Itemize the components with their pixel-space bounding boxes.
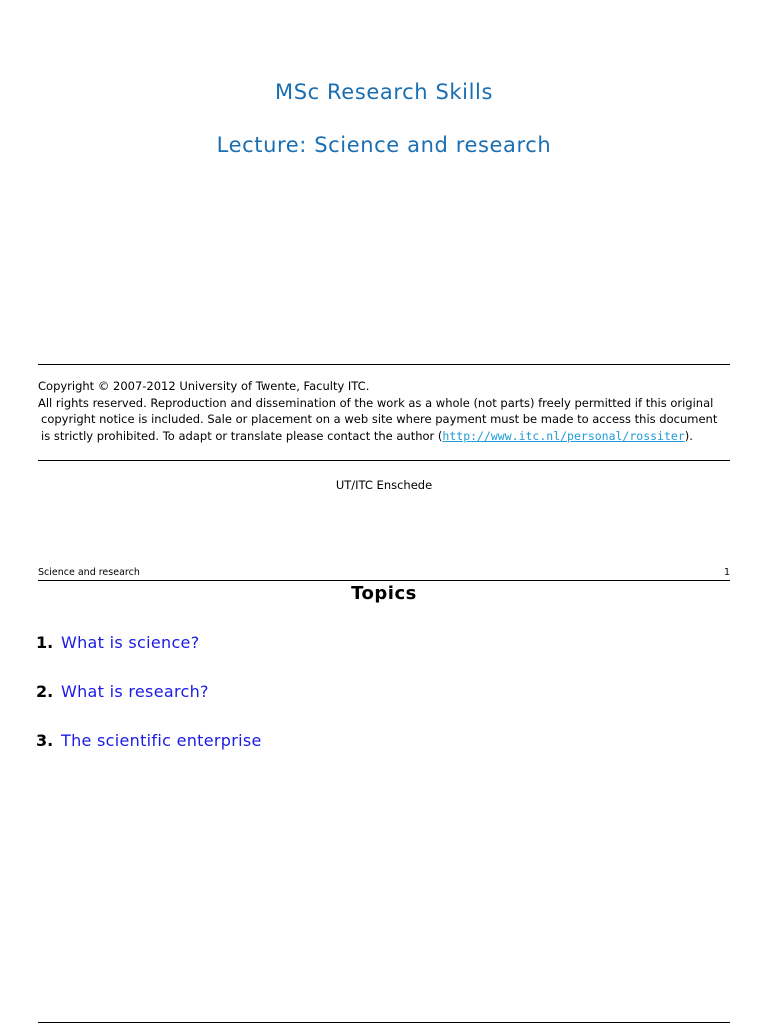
topic-number: 1.: [36, 633, 54, 652]
author-url-link[interactable]: http://www.itc.nl/personal/rossiter: [442, 428, 685, 443]
slide-running-header: [38, 567, 730, 578]
slide-title: Topics: [351, 583, 417, 604]
institution: UT/ITC Enschede: [335, 478, 433, 492]
topic-link-what-is-science[interactable]: What is science?: [61, 633, 200, 652]
top-divider: [38, 364, 730, 365]
copyright-notice: [38, 378, 730, 444]
slide-header-rule: [38, 580, 730, 581]
course-title: MSc Research Skills: [274, 80, 493, 104]
copyright-line: Copyright © 2007-2012 University of Twente, Faculty ITC.: [38, 379, 370, 393]
page-number: 1: [723, 567, 730, 578]
topic-number: 2.: [36, 682, 54, 701]
page-bottom-rule: [38, 1022, 730, 1023]
lecture-title: Lecture: Science and research: [216, 133, 552, 157]
topic-item: [36, 633, 262, 682]
topic-link-scientific-enterprise[interactable]: The scientific enterprise: [61, 731, 262, 750]
contact-suffix: ).: [684, 428, 693, 443]
running-header-title: Science and research: [38, 567, 140, 578]
topic-item: [36, 682, 262, 731]
topics-list: [36, 633, 262, 780]
bottom-divider: [38, 460, 730, 461]
contact-prefix: is strictly prohibited. To adapt or translate please contact the author (: [41, 428, 443, 443]
rights-line: All rights reserved. Reproduction and dissemination of the work as a whole (not parts) freely permitted if this original: [38, 395, 714, 410]
contact-line: [38, 428, 730, 445]
topic-link-what-is-research[interactable]: What is research?: [61, 682, 209, 701]
topic-number: 3.: [36, 731, 54, 750]
topic-item: [36, 731, 262, 780]
notice-line: copyright notice is included. Sale or placement on a web site where payment must be made to access this document: [41, 412, 718, 426]
